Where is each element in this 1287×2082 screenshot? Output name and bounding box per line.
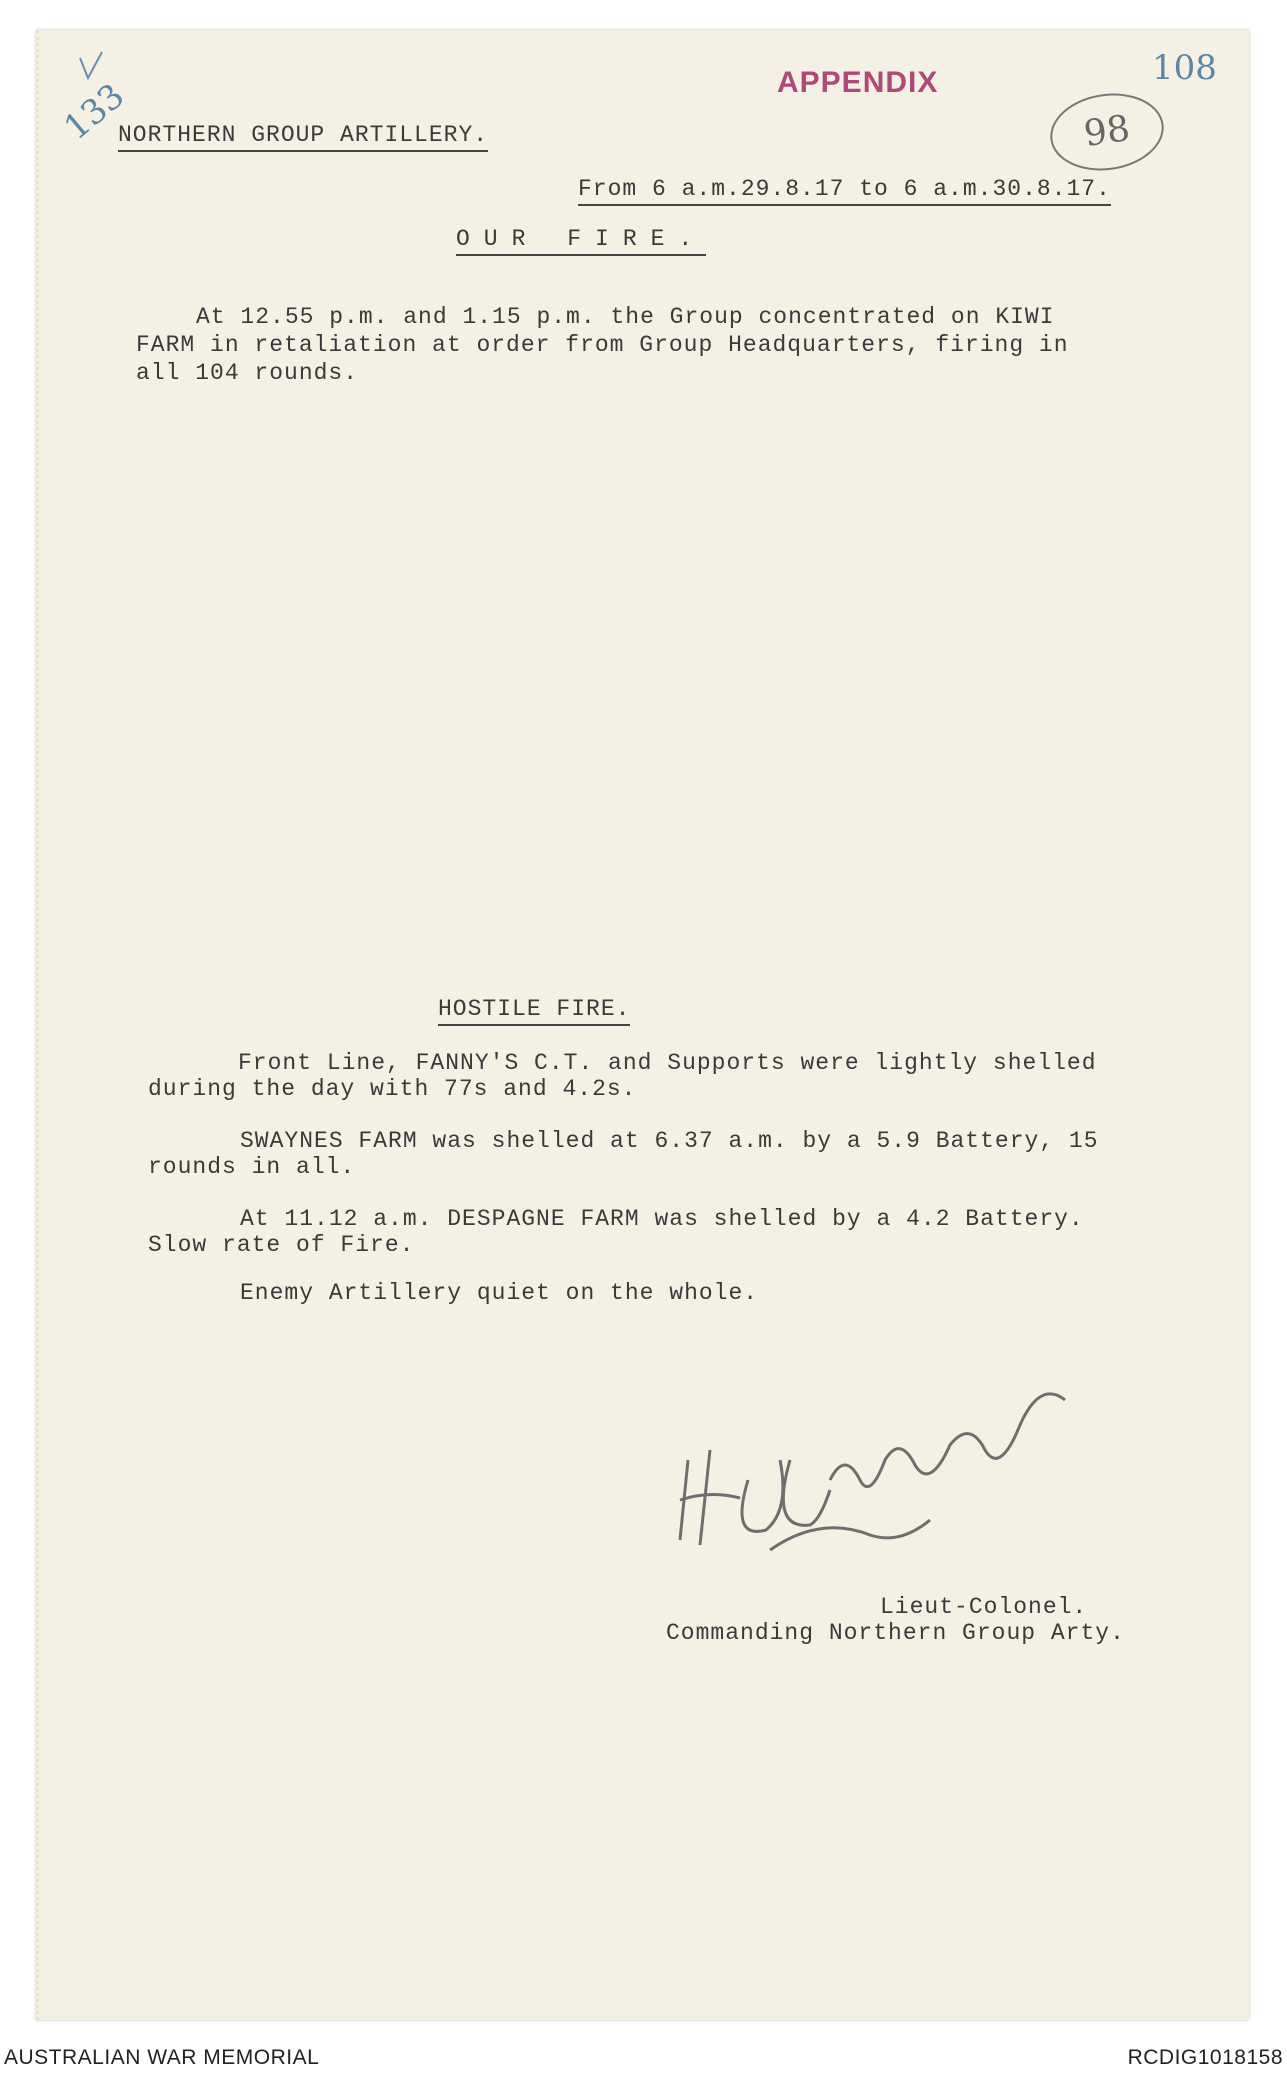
- our-fire-line-3: all 104 rounds.: [136, 360, 359, 386]
- period-heading: From 6 a.m.29.8.17 to 6 a.m.30.8.17.: [578, 176, 1111, 206]
- footer-right: RCDIG1018158: [1127, 2046, 1283, 2069]
- appendix-stamp: APPENDIX: [777, 66, 939, 99]
- hostile-para-3-line-1: At 11.12 a.m. DESPAGNE FARM was shelled by a 4.2 Battery.: [240, 1206, 1084, 1232]
- hostile-fire-title: HOSTILE FIRE.: [438, 996, 630, 1026]
- tick-mark: [76, 48, 106, 88]
- hostile-para-1-line-2: during the day with 77s and 4.2s.: [148, 1076, 637, 1102]
- unit-heading: NORTHERN GROUP ARTILLERY.: [118, 122, 488, 152]
- hostile-para-1-line-1: Front Line, FANNY'S C.T. and Supports were lightly shelled: [238, 1050, 1097, 1076]
- signatory-rank: Lieut-Colonel.: [880, 1594, 1088, 1620]
- handwritten-signature: [670, 1340, 1090, 1560]
- page-number: 108: [1152, 48, 1217, 88]
- our-fire-line-1: At 12.55 p.m. and 1.15 p.m. the Group concentrated on KIWI: [196, 304, 1055, 330]
- signatory-title: Commanding Northern Group Arty.: [666, 1620, 1125, 1646]
- hostile-para-2-line-1: SWAYNES FARM was shelled at 6.37 a.m. by a 5.9 Battery, 15: [240, 1128, 1099, 1154]
- hostile-para-2-line-2: rounds in all.: [148, 1154, 356, 1180]
- hostile-para-3-line-2: Slow rate of Fire.: [148, 1232, 415, 1258]
- circled-number-text: 98: [1081, 108, 1133, 155]
- footer-left: AUSTRALIAN WAR MEMORIAL: [4, 2046, 320, 2069]
- our-fire-title: OUR FIRE.: [456, 226, 706, 256]
- our-fire-line-2: FARM in retaliation at order from Group Headquarters, firing in: [136, 332, 1069, 358]
- hostile-para-4-line-1: Enemy Artillery quiet on the whole.: [240, 1280, 759, 1306]
- folio-number: 133: [56, 75, 133, 149]
